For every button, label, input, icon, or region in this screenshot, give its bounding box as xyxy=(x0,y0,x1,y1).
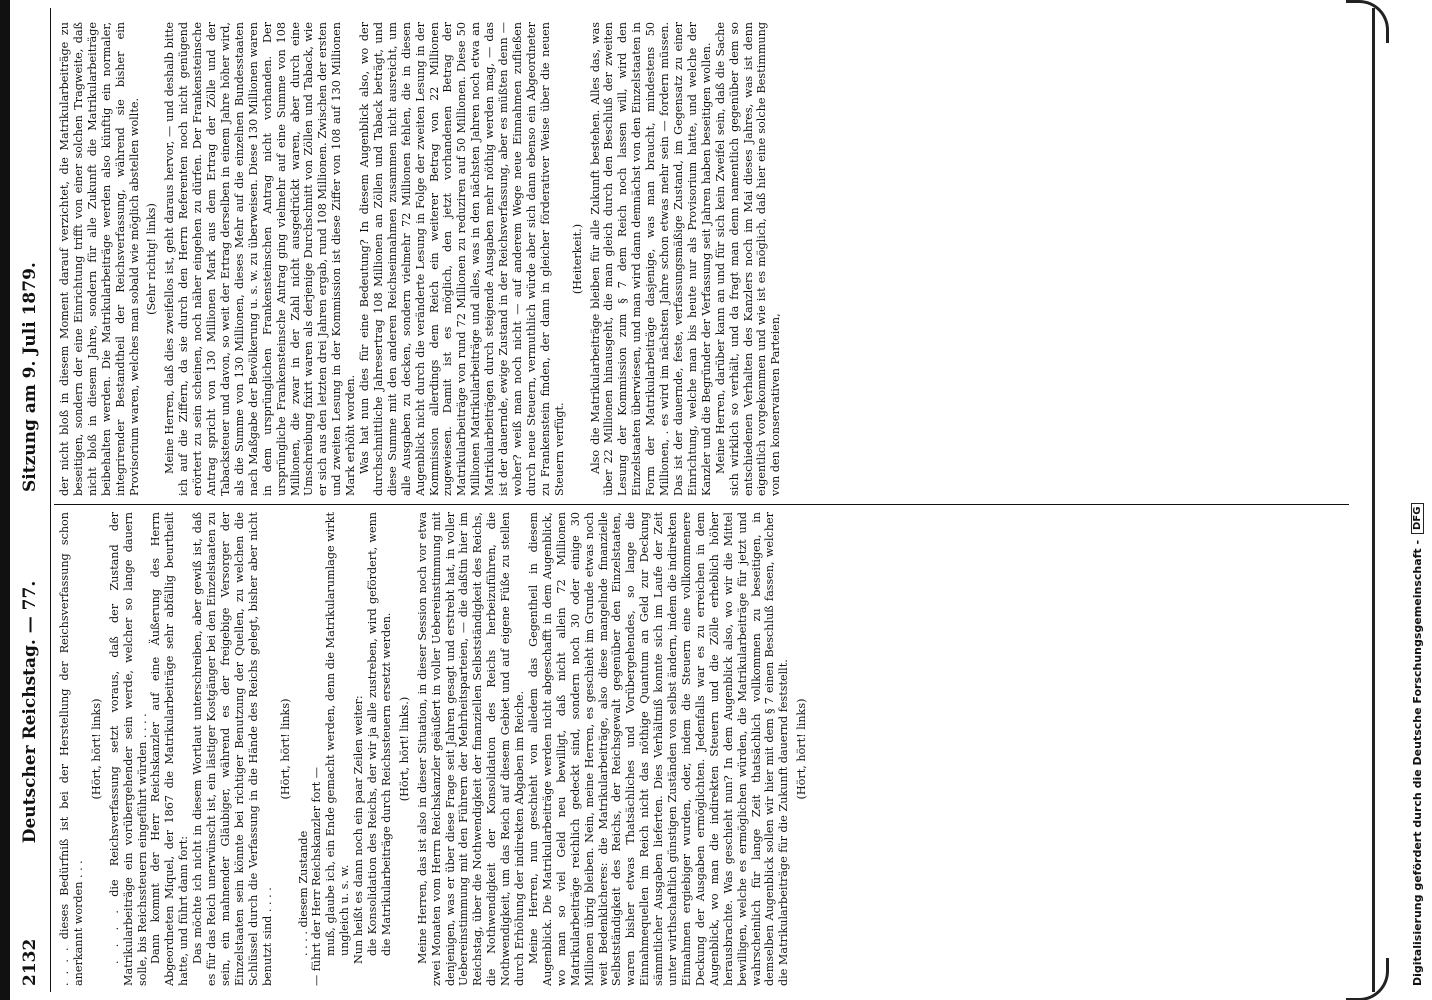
paragraph: muß, glaube ich, ein Ende gemacht werden, denn die Matrikularumlage wirkt ungleich u. s. w. xyxy=(324,512,352,956)
column-divider xyxy=(54,504,1349,505)
header-left-title: Deutscher Reichstag. — 77. xyxy=(20,580,40,844)
interjection: (Hört, hört! links) xyxy=(89,698,103,800)
paragraph: Meine Herren, nun geschieht von alledem das Gegentheil in diesem Augenblick. Die Matrikularbeiträge werden nicht abgeschafft in dem Augenblick, wo man so viel Geld neu bewilligt, daß nicht allein 72 Millionen Matrikularbeiträge reichlich gedeckt sind, sondern noch 30 oder einige 30 Millionen übrig bleiben. Nein, meine Herren, es geschieht im Grunde etwas noch weit Bedenklicheres: die Matrikularbeiträge, also diese mangelnde finanzielle Selbstständigkeit des Reichs, der Reichsgewalt gegenüber den Einzelstaaten, waren bisher etwas Thatsächliches und Vorübergehendes, so lange die Einnahmequellen im Reich nicht das nöthige Quantum an Geld zur Deckung sämmtlicher Ausgaben lieferten. Dies Verhältniß konnte sich im Laufe der Zeit unter wirthschaftlich günstigen Zuständen von selbst ändern, indem die indirekten Einnahmen ergiebiger wurden, oder, indem die Steuern eine vollkommenere Deckung der Ausgaben ermöglichten. Jedenfalls war es zu erreichen in dem Augenblick, wo man die indirekten Steuern und die Zölle erheblich höher herausbrachte. Was geschieht nun? In dem Augenblick also, wo wir die Mittel bewilligen, welche es ermöglichen würden, die Matrikularbeiträge für jetzt und wahrscheinlich für lange Zeit thatsächlich vollkommen zu beseitigen, in demselben Augenblick sollen wir hier mit dem § 7 einen Beschluß fassen, welcher die Matrikularbeiträge für die Zukunft dauernd feststellt. xyxy=(527,512,791,986)
page-edge-line xyxy=(1372,8,1375,992)
paragraph: . . . . diesem Zustande xyxy=(296,830,310,956)
paragraph: der nicht bloß in diesem Moment darauf verzichtet, die Matrikularbeiträge zu beseitigen, sondern der eine Einrichtung trifft von einer solchen Tragweite, daß nicht bloß in diesem Jahre, sondern für alle Zukunft die Matrikularbeiträge beibehalten werden. Die Matrikularbeiträge werden also künftig ein normaler, integrirender Bestandtheil der Reichsverfassung, während sie bisher ein Provisorium waren, welches man sobald wie möglich abstellen wollte. xyxy=(58,22,141,496)
paragraph: Also die Matrikularbeiträge bleiben für alle Zukunft bestehen. Alles das, was über 22 Millionen hinausgeht, die man gleich durch den Beschluß der zweiten Lesung der Kommission zum § 7 dem Reich noch lassen will, wird den Einzelstaaten überwiesen, und man wird dann demnächst von den Einzelstaaten in Form der Matrikularbeiträge dasjenige, was man braucht, mindestens 50 Millionen, . es wird im nächsten Jahre schon etwas mehr sein — fordern müssen. Das ist der dauernde, feste, verfassungsmäßige Zustand, im Gegensatz zu einer Einrichtung, welche man bis heute nur als Provisorium hatte, und welche der Kanzler und die Begründer der Verfassung seit Jahren haben beseitigen wollen. xyxy=(588,22,713,496)
rotated-page-content xyxy=(14,8,1354,992)
credit-text: Digitalisierung gefördert durch die Deutsche Forschungsgemeinschaft - xyxy=(1410,539,1424,986)
interjection: (Heiterkeit.) xyxy=(570,223,584,295)
paragraph: Meine Herren, das ist also in dieser Situation, in dieser Session noch vor etwa zwei Monaten vom Herrn Reichskanzler geäußert in voller Uebereinstimmung mit denjenigen, was er über diese Frage seit Jahren gesagt und erstrebt hat, in voller Uebereinstimmung mit den Führern der Mehrheitsparteien, — die daßtin hier im Reichstag, über die Nothwendigkeit der finanziellen Selbstständigkeit des Reichs, die Nothwendigkeit der Konsolidation des Reichs herbeizuführen, die Nothwendigkeit, um das Reich auf diesem Gebiet und auf eigene Füße zu stellen durch Erhöhung der indirekten Abgaben im Reiche. xyxy=(415,512,527,986)
paragraph: . . . . die Reichsverfassung setzt voraus, daß der Zustand der Matrikularbeiträge ein vorübergehender sein werde, welcher so lange dauern solle, bis Reichssteuern eingeführt würden . . . . xyxy=(107,512,149,986)
paragraph: Das möchte ich nicht in diesem Wortlaut unterschreiben, aber gewiß ist, daß es für das Reich unerwünscht ist, ein lästiger Kostgänger bei den Einzelstaaten zu sein, ein mahnender Gläubiger, während es der freigebige Versorger der Einzelstaaten sein könnte bei richtiger Benutzung der Quellen, zu welchen die Schlüssel durch die Verfassung in die Hände des Reichs gelegt, bisher aber nicht benutzt sind . . . . xyxy=(191,512,274,986)
interjection: (Hört, hört! links.) xyxy=(397,696,411,802)
page-header xyxy=(14,8,51,992)
paragraph: die Konsolidation des Reichs, der wir ja alle zustreben, wird gefördert, wenn die Matrikularbeiträge durch Reichssteuern ersetzt werden. xyxy=(366,512,393,956)
paragraph: Was hat nun dies für eine Bedeutung? In diesem Augenblick also, wo der durchschnittliche Jahresertrag 108 Millionen an Zöllen und Taback beträgt, und diese Summe mit den anderen Reichseinnahmen zusammen nicht ausreicht, um alle Ausgaben zu decken, sondern vielmehr 72 Millionen fehlen, die in diesen Augenblick nicht durch die veränderte Lesung in Folge der zweiten Lesung in der Kommission allerdings dem Reich ein weiterer Betrag von 22 Millionen zugewiesen. Damit ist es möglich, den jetzt vorhandenen Betrag der Matrikularbeiträge von rund 72 Millionen zu reduziren auf 50 Millionen. Diese 50 Millionen Matrikularbeiträge und alles, was in den nächsten Jahren noch etwa an Matrikularbeiträgen durch steigende Ausgaben mehr nöthig werden mag, — das ist der dauernde, ewige Zustand in der Reichsverfassung, aber es müßten denn — woher? weiß man noch nicht — auf anderem Wege neue Einnahmen zufließen durch neue Steuern, vermuthlich würde aber sich dann ebenso ein Abgeordneter zu Frankenstein finden, der dann in gleicher förderativer Weise über die neuen Steuern verfügt. xyxy=(358,22,566,496)
page-number: 2132 xyxy=(20,938,40,986)
paragraph: Meine Herren, darüber kann an und für sich kein Zweifel sein, daß die Sache sich wirklich so verhält, und da fragt man denn namentlich gegenüber dem so entschiedenen Verhalten des Kanzlers noch im Mai dieses Jahres, was ist denn eigentlich vorgekommen und wie ist es möglich, daß hier eine solche Bestimmung von den konservativen Parteien, xyxy=(713,22,783,496)
text-column-right xyxy=(58,22,1348,496)
paragraph: Meine Herren, daß dies zweifellos ist, geht daraus hervor, — und deshalb bitte ich auf die Ziffern, da sie durch den Herrn Referenten noch nicht genügend erörtert zu sein scheinen, noch näher eingehen zu dürfen. Der Frankensteinsche Antrag spricht von 130 Millionen Mark aus dem Ertrag der Zölle und der Tabacksteuer und davon, so weit der Ertrag derselben in einem Jahre höher wird, als die Summe von 130 Millionen, dieses Mehr auf die einzelnen Bundesstaaten nach Maßgabe der Bevölkerung u. s. w. zu überweisen. Diese 130 Millionen waren in dem ursprünglichen Frankensteinschen Antrag nicht vorhanden. Der ursprüngliche Frankensteinsche Antrag ging vielmehr auf eine Summe von 108 Millionen, die zwar in der Zahl nicht ausgedrückt waren, aber durch eine Umschreibung fixirt waren als derjenige Durchschnitt von Zöllen und Taback, wie er sich aus den letzten drei Jahren ergab, rund 108 Millionen. Zwischen der ersten und zweiten Lesung in der Kommission ist diese Ziffer von 108 auf 130 Millionen Mark erhöht worden. xyxy=(163,22,358,496)
dfg-logo: DFG xyxy=(1411,503,1424,534)
paragraph: . . . . dieses Bedürfniß ist bei der Herstellung der Reichsverfassung schon anerkannt worden . . . xyxy=(58,512,85,986)
text-column-left xyxy=(58,512,1348,986)
paragraph: Dann kommt der Herr Reichskanzler auf eine Äußerung des Herrn Abgeordneten Miquel, der 1867 die Matrikularbeiträge sehr abfällig beurtheilt hatte, und führt dann fort: xyxy=(149,512,191,986)
paragraph: Nun heißt es dann noch ein paar Zeilen weiter: xyxy=(352,695,366,964)
scan-edge-left xyxy=(0,0,10,1000)
interjection: (Sehr richtig! links) xyxy=(145,203,159,315)
interjection: (Hört, hört! links) xyxy=(278,698,292,800)
digitization-credit xyxy=(1402,0,1432,986)
header-right-title: Sitzung am 9. Juli 1879. xyxy=(20,262,40,492)
paragraph: — führt der Herr Reichskanzler fort — xyxy=(310,767,324,986)
interjection: (Hört, hört! links) xyxy=(795,698,809,800)
